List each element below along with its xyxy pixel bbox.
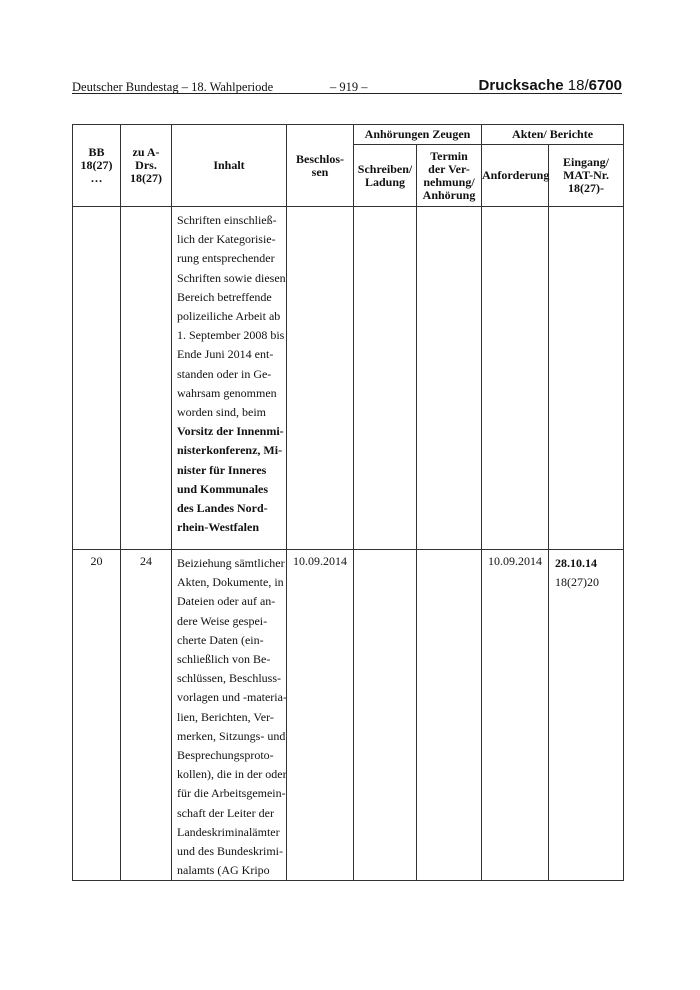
inhalt-line: Dateien oder auf an- [177, 594, 276, 609]
col-termin: Termin der Ver- nehmung/ Anhörung [417, 145, 482, 207]
inhalt-line: für die Arbeitsgemein- [177, 786, 286, 801]
cell-schreiben [354, 550, 417, 881]
inhalt-line: merken, Sitzungs- und [177, 728, 286, 743]
header-divider [72, 93, 622, 94]
inhalt-line: schlüssen, Beschluss- [177, 671, 281, 686]
inhalt-line: Ende Juni 2014 ent- [177, 347, 274, 362]
doc-num-a: 18/ [567, 77, 589, 94]
col-anforderung: Anforderung [482, 145, 549, 207]
inhalt-line: und des Bundeskrimi- [177, 844, 283, 859]
inhalt-line: nisterkonferenz, Mi- [177, 443, 283, 458]
col-inhalt: Inhalt [172, 125, 287, 207]
inhalt-line: Schriften einschließ- [177, 213, 277, 227]
inhalt-line: rhein-Westfalen [177, 520, 259, 535]
inhalt-line: wahrsam genommen [177, 385, 277, 400]
col-eingang: Eingang/ MAT-Nr. 18(27)- [549, 145, 624, 207]
inhalt-line: nister für Inneres [177, 462, 267, 477]
group-anhoerungen: Anhörungen Zeugen [354, 125, 482, 145]
inhalt-line: standen oder in Ge- [177, 366, 272, 381]
cell-inhalt [172, 550, 287, 881]
inhalt-line: 1. September 2008 bis [177, 328, 285, 343]
cell-eingang [549, 207, 624, 550]
header-publisher: Deutscher Bundestag – 18. Wahlperiode [72, 80, 274, 94]
cell-schreiben [354, 207, 417, 550]
inhalt-line: Schriften sowie diesen [177, 270, 286, 285]
table-row [73, 207, 624, 550]
col-schreiben: Schreiben/ Ladung [354, 145, 417, 207]
cell-zu: 24 [121, 550, 172, 881]
inhalt-line: polizeiliche Arbeit ab [177, 309, 281, 324]
inhalt-line: Vorsitz der Innenmi- [177, 424, 284, 439]
inhalt-line: Akten, Dokumente, in [177, 575, 284, 590]
cell-anforderung: 10.09.2014 [482, 550, 549, 881]
document-number [479, 77, 622, 94]
col-beschlossen: Beschlos- sen [287, 125, 354, 207]
doc-prefix: Drucksache [478, 77, 564, 94]
cell-zu [121, 207, 172, 550]
cell-bb: 20 [73, 550, 121, 881]
cell-bb [73, 207, 121, 550]
inhalt-line: schaft der Leiter der [177, 805, 274, 820]
inhalt-line: dere Weise gespei- [177, 613, 268, 628]
inhalt-line: lien, Berichten, Ver- [177, 709, 274, 724]
inhalt-line: Bereich betreffende [177, 289, 272, 304]
inhalt-line: rung entsprechender [177, 251, 275, 266]
cell-termin [417, 207, 482, 550]
cell-beschlossen [287, 207, 354, 550]
inhalt-line: vorlagen und -materia- [177, 690, 287, 705]
cell-beschlossen: 10.09.2014 [287, 550, 354, 881]
inhalt-line: schließlich von Be- [177, 652, 271, 667]
inhalt-line: nalamts (AG Kripo [177, 863, 270, 878]
inhalt-line: und Kommunales [177, 481, 269, 496]
cell-termin [417, 550, 482, 881]
inhalt-line: worden sind, beim [177, 405, 266, 420]
inhalt-line: kollen), die in der oder [177, 767, 287, 782]
inhalt-line: cherte Daten (ein- [177, 632, 264, 647]
proceedings-table [72, 124, 624, 881]
col-zu-drs: zu A- Drs. 18(27) [121, 125, 172, 207]
group-akten: Akten/ Berichte [482, 125, 624, 145]
inhalt-line: lich der Kategorisie- [177, 232, 276, 247]
inhalt-line: des Landes Nord- [177, 501, 268, 516]
inhalt-line: Beiziehung sämtlicher [177, 556, 285, 570]
table-row [73, 550, 624, 881]
inhalt-line: Besprechungsproto- [177, 748, 274, 763]
col-bb: BB 18(27) … [73, 125, 121, 207]
cell-eingang: 28.10.14 18(27)20 [549, 550, 624, 881]
cell-anforderung [482, 207, 549, 550]
doc-num-b: 6700 [588, 77, 622, 94]
cell-inhalt [172, 207, 287, 550]
page-number: – 919 – [330, 80, 368, 94]
inhalt-line: Landeskriminalämter [177, 824, 280, 839]
